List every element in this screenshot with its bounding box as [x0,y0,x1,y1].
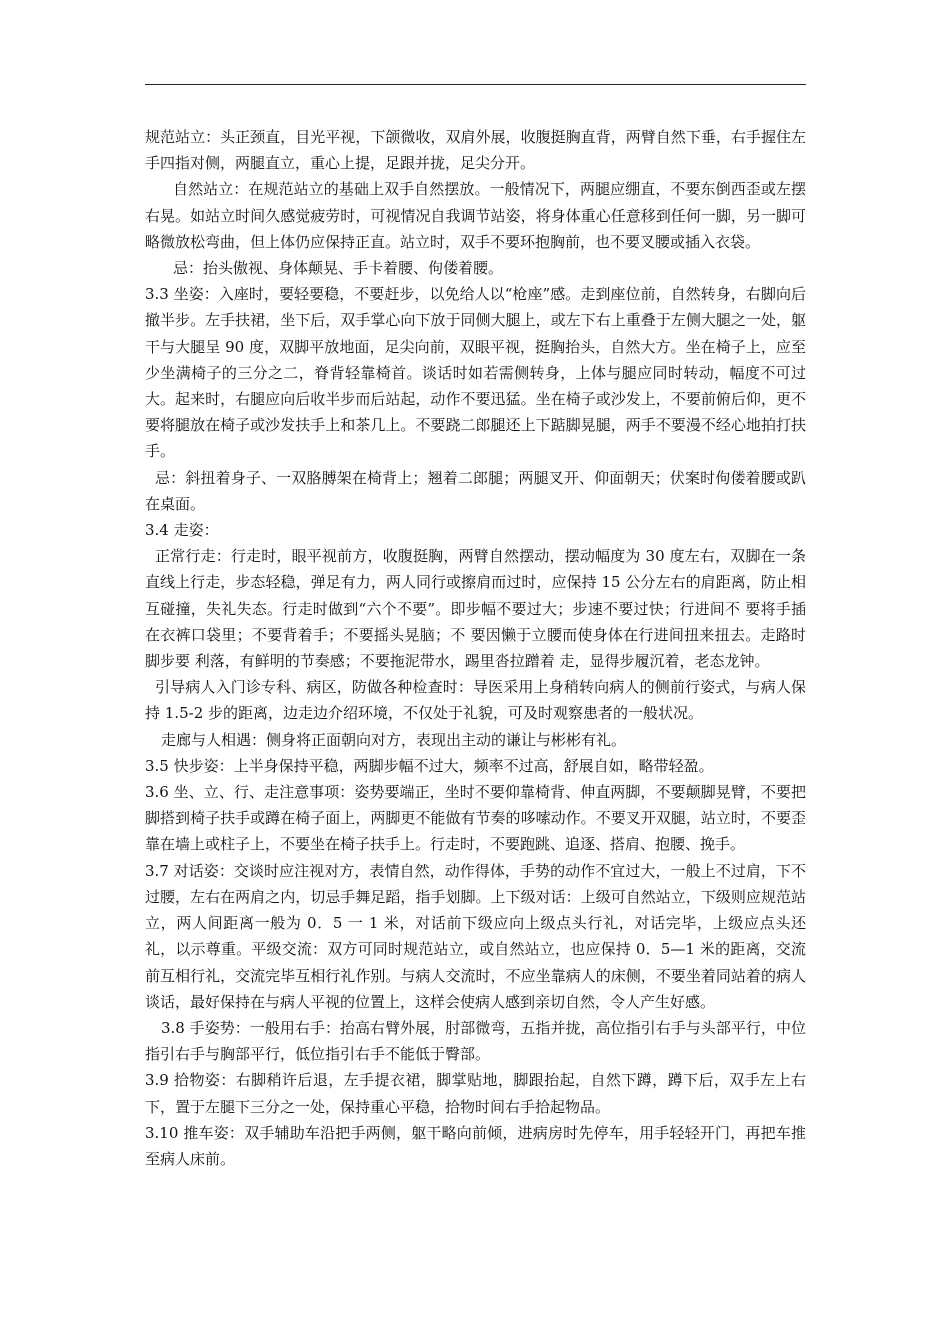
heading-walking: 3.4 走姿： [145,521,219,540]
paragraph-sitting-taboo: 忌：斜扭着身子、一双胳膊架在椅背上；翘着二郎腿；两腿叉开、仰面朝天；伏案时佝偻着腰或趴在桌面。 [145,468,806,513]
document-body [145,124,806,1172]
paragraph-picking-up: 3.9 拾物姿：右脚稍许后退，左手提衣裙，脚掌贴地，脚跟抬起，自然下蹲，蹲下后，双手左上右下，置于左腿下三分之一处，保持重心平稳，拾物时间右手拾起物品。 [145,1071,806,1116]
paragraph-normal-walking: 正常行走：行走时，眼平视前方，收腹挺胸，两臂自然摆动，摆动幅度为 30 度左右，双脚在一条直线上行走，步态轻稳，弹足有力，两人同行或擦肩而过时，应保持 15 公分左右的肩距离，防止相互碰撞，失礼失态。行走时做到“六个不要”。即步幅不要过大；步速不要过快；行进间不 要将手插在衣裤口袋里；不要背着手；不要摇头晃脑；不 要因懒于立腰而使身体在行进间扭来扭去。走路时脚步要 利落，有鲜明的节奏感；不要拖泥带水，踢里沓拉蹭着 走，显得步履沉着，老态龙钟。 [145,547,806,671]
paragraph-corridor: 走廊与人相遇：侧身将正面朝向对方，表现出主动的谦让与彬彬有礼。 [161,730,627,749]
paragraph-guiding-patients: 引导病人入门诊专科、病区，防做各种检查时：导医采用上身稍转向病人的侧前行姿式，与病人保持 1.5-2 步的距离，边走边介绍环境，不仅处于礼貌，可及时观察患者的一般状况。 [145,678,806,723]
paragraph-standing-taboo: 忌：抬头傲视、身体颠晃、手卡着腰、佝偻着腰。 [173,259,504,278]
paragraph-conversation: 3.7 对话姿：交谈时应注视对方，表情自然，动作得体，手势的动作不宜过大，一般上不过肩，下不过腰，左右在两肩之内，切忌手舞足蹈，指手划脚。上下级对话：上级可自然站立，下级则应规范站立，两人间距离一般为 0．5 一 1 米，对话前下级应向上级点头行礼，对话完毕，上级应点头还礼，以示尊重。平级交流：双方可同时规范站立，或自然站立，也应保持 0．5—1 米的距离，交流前互相行礼，交流完毕互相行礼作别。与病人交流时，不应坐靠病人的床侧，不要坐着同站着的病人谈话，最好保持在与病人平视的位置上，这样会使病人感到亲切自然，令人产生好感。 [145,861,806,1011]
paragraph-brisk-walking: 3.5 快步姿：上半身保持平稳，两脚步幅不过大，频率不过高，舒展自如，略带轻盈。 [145,756,714,775]
paragraph-standard-standing: 规范站立：头正颈直，目光平视，下颌微收，双肩外展，收腹挺胸直背，两臂自然下垂，右手握住左手四指对侧，两腿直立，重心上提，足跟并拢，足尖分开。 [145,128,806,173]
paragraph-hand-gesture: 3.8 手姿势：一般用右手：抬高右臂外展，肘部微弯，五指并拢，高位指引右手与头部平行，中位指引右手与胸部平行，低位指引右手不能低于臀部。 [145,1018,806,1064]
paragraph-pushing-cart: 3.10 推车姿：双手辅助车沿把手两侧，躯干略向前倾，进病房时先停车，用手轻轻开门，再把车推至病人床前。 [145,1123,806,1168]
paragraph-natural-standing: 自然站立：在规范站立的基础上双手自然摆放。一般情况下，两腿应绷直，不要东倒西歪或左摆右晃。如站立时间久感觉疲劳时，可视情况自我调节站姿，将身体重心任意移到任何一脚，另一脚可略微放松弯曲，但上体仍应保持正直。站立时，双手不要环抱胸前，也不要叉腰或插入衣袋。 [145,180,806,251]
paragraph-posture-notes: 3.6 坐、立、行、走注意事项：姿势要端正，坐时不要仰靠椅背、伸直两脚，不要颠脚晃臂，不要把脚搭到椅子扶手或蹲在椅子面上，两脚更不能做有节奏的哆嗦动作。不要叉开双腿，站立时，不要歪靠在墙上或柱子上，不要坐在椅子扶手上。行走时，不要跑跳、追逐、搭肩、抱腰、挽手。 [145,783,806,854]
header-rule [145,84,806,85]
paragraph-sitting: 3.3 坐姿：入座时，要轻要稳，不要赶步，以免给人以“枪座”感。走到座位前，自然转身，右脚向后撤半步。左手扶裙，坐下后，双手掌心向下放于同侧大腿上，或左下右上重叠于左侧大腿之一处，躯干与大腿呈 90 度，双脚平放地面，足尖向前，双眼平视，挺胸抬头，自然大方。坐在椅子上，应至少坐满椅子的三分之二，脊背轻靠椅首。谈话时如若需侧转身，上体与腿应同时转动，幅度不可过大。起来时，右腿应向后收半步而后站起，动作不要迅猛。坐在椅子或沙发上，不要前俯后仰，更不要将腿放在椅子或沙发扶手上和茶几上。不要跷二郎腿还上下踮脚晃腿，两手不要漫不经心地拍打扶手。 [145,285,806,461]
